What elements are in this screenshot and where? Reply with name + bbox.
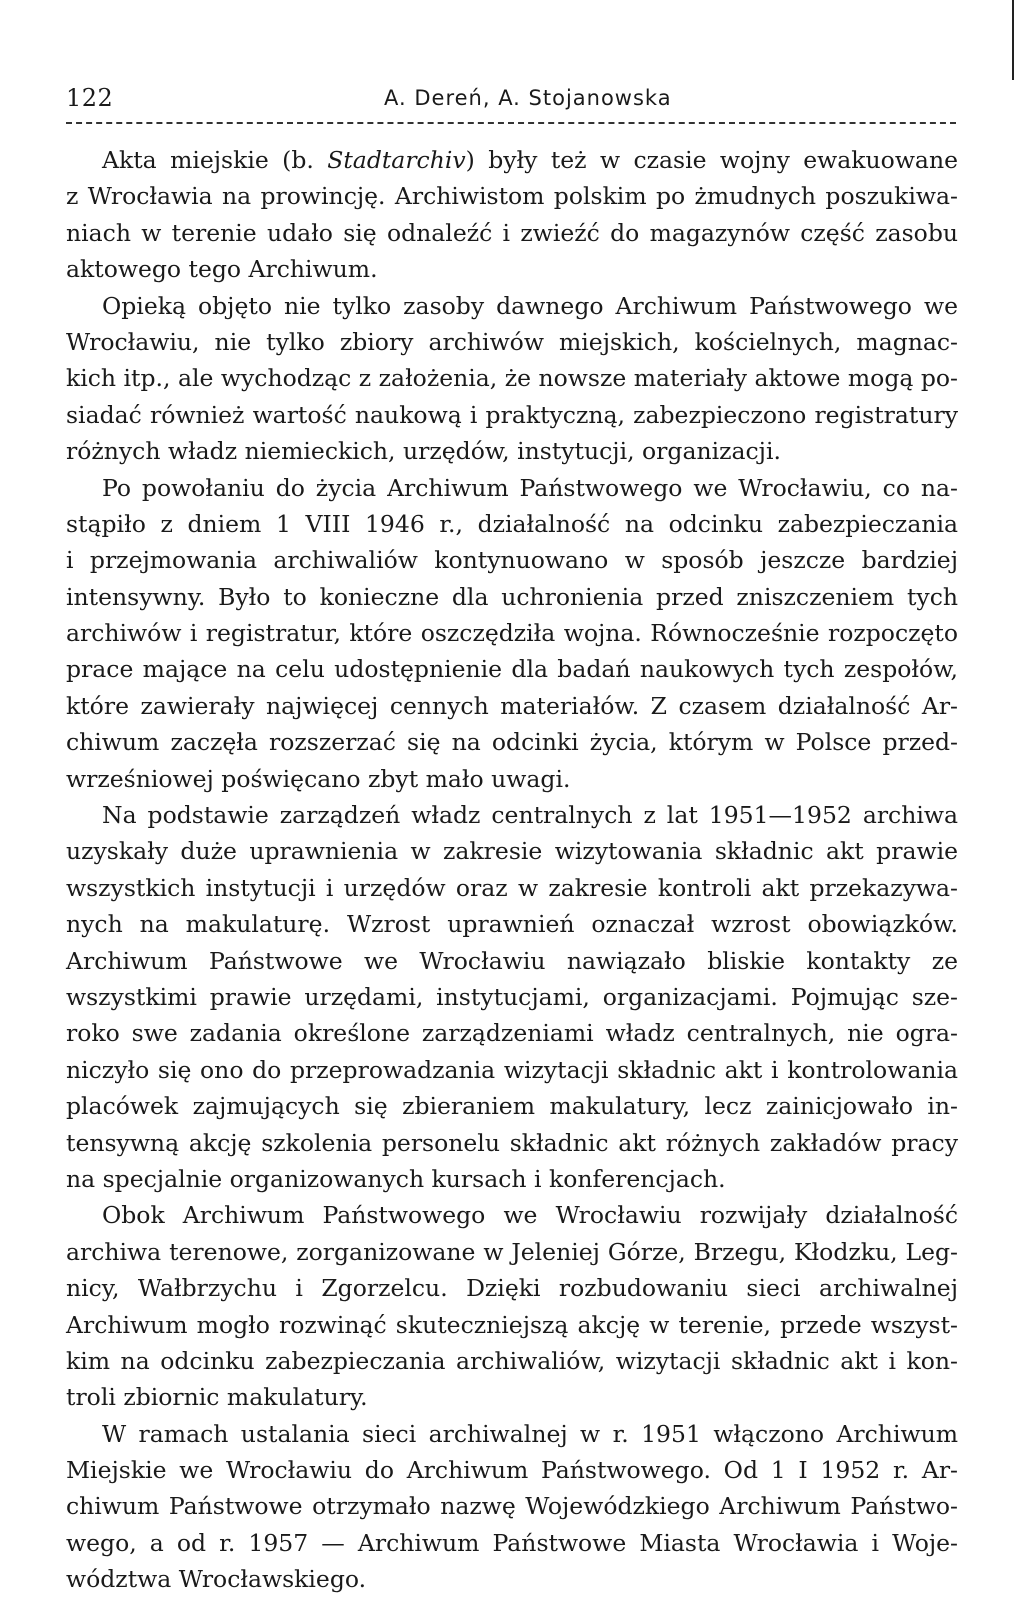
text-line: chiwum zaczęła rozszerzać się na odcinki życia, którym w Polsce przed- <box>66 728 958 757</box>
running-head: A. Dereń, A. Stojanowska <box>384 86 672 110</box>
text-line: nicy, Wałbrzychu i Zgorzelcu. Dzięki rozbudowaniu sieci archiwalnej <box>66 1274 958 1303</box>
italic-term: Stadtarchiv <box>327 146 466 174</box>
text-line: wego, a od r. 1957 — Archiwum Państwowe Miasta Wrocławia i Woje- <box>66 1528 958 1557</box>
text-line: wództwa Wrocławskiego. <box>66 1565 367 1594</box>
text-line: wrześniowej poświęcano zbyt mało uwagi. <box>66 764 571 793</box>
page-number: 122 <box>66 84 114 112</box>
text-line <box>66 142 958 178</box>
header-rule <box>66 122 956 124</box>
text-line: wszystkimi prawie urzędami, instytucjami, organizacjami. Pojmując sze- <box>66 982 958 1011</box>
paragraph <box>66 797 958 1197</box>
text-line: wszystkich instytucji i urzędów oraz w zakresie kontroli akt przekazywa- <box>66 873 958 902</box>
text-line: Obok Archiwum Państwowego we Wrocławiu rozwijały działalność <box>102 1201 958 1230</box>
text-line: Archiwum Państwowe we Wrocławiu nawiązało bliskie kontakty ze <box>66 946 958 975</box>
text-line: Miejskie we Wrocławiu do Archiwum Państwowego. Od 1 I 1952 r. Ar- <box>66 1456 958 1485</box>
paragraph <box>66 470 958 798</box>
text-line: troli zbiornic makulatury. <box>66 1383 368 1412</box>
text-line: aktowego tego Archiwum. <box>66 255 378 284</box>
text-line: roko swe zadania określone zarządzeniami władz centralnych, nie ogra- <box>66 1019 958 1048</box>
text-line: Archiwum mogło rozwinąć skuteczniejszą akcję w terenie, przede wszyst- <box>66 1310 958 1339</box>
paragraph <box>66 142 958 288</box>
text-segment: ) były też w czasie wojny ewakuowane <box>465 146 958 174</box>
text-line: z Wrocławia na prowincję. Archiwistom polskim po żmudnych poszukiwa- <box>66 182 958 211</box>
text-line: uzyskały duże uprawnienia w zakresie wizytowania składnic akt prawie <box>66 837 958 866</box>
text-line: na specjalnie organizowanych kursach i konferencjach. <box>66 1164 726 1193</box>
text-line: tensywną akcję szkolenia personelu składnic akt różnych zakładów pracy <box>66 1128 958 1157</box>
text-line: nych na makulaturę. Wzrost uprawnień oznaczał wzrost obowiązków. <box>66 910 958 939</box>
text-line: różnych władz niemieckich, urzędów, instytucji, organizacji. <box>66 437 781 466</box>
text-line: W ramach ustalania sieci archiwalnej w r. 1951 włączono Archiwum <box>102 1419 958 1448</box>
text-line: archiwa terenowe, zorganizowane w Jeleniej Górze, Brzegu, Kłodzku, Leg- <box>66 1237 958 1266</box>
text-line: Po powołaniu do życia Archiwum Państwowego we Wrocławiu, co na- <box>102 473 958 502</box>
text-line: chiwum Państwowe otrzymało nazwę Wojewódzkiego Archiwum Państwo- <box>66 1492 958 1521</box>
text-line: intensywny. Było to konieczne dla uchronienia przed zniszczeniem tych <box>66 582 958 611</box>
text-line: niach w terenie udało się odnaleźć i zwieźć do magazynów część zasobu <box>66 218 958 247</box>
text-line: archiwów i registratur, które oszczędziła wojna. Równocześnie rozpoczęto <box>66 619 958 648</box>
text-line: Wrocławiu, nie tylko zbiory archiwów miejskich, kościelnych, magnac- <box>66 327 958 356</box>
body-text <box>66 142 958 1598</box>
page-header <box>66 84 956 120</box>
paragraph <box>66 1416 958 1598</box>
text-line: placówek zajmujących się zbieraniem makulatury, lecz zainicjowało in- <box>66 1092 958 1121</box>
text-segment: Akta miejskie (b. <box>102 146 328 174</box>
text-line: prace mające na celu udostępnienie dla badań naukowych tych zespołów, <box>66 655 958 684</box>
text-line: niczyło się ono do przeprowadzania wizytacji składnic akt i kontrolowania <box>66 1055 958 1084</box>
text-line: Opieką objęto nie tylko zasoby dawnego Archiwum Państwowego we <box>102 291 958 320</box>
scan-edge-mark <box>1012 0 1014 80</box>
text-line: stąpiło z dniem 1 VIII 1946 r., działalność na odcinku zabezpieczania <box>66 509 958 538</box>
text-line: i przejmowania archiwaliów kontynuowano w sposób jeszcze bardziej <box>66 546 958 575</box>
paragraph <box>66 1197 958 1415</box>
text-line: kim na odcinku zabezpieczania archiwaliów, wizytacji składnic akt i kon- <box>66 1346 958 1375</box>
text-line: Na podstawie zarządzeń władz centralnych z lat 1951—1952 archiwa <box>102 801 958 830</box>
paragraph <box>66 288 958 470</box>
text-line: siadać również wartość naukową i praktyczną, zabezpieczono registratury <box>66 400 958 429</box>
text-line: które zawierały najwięcej cennych materiałów. Z czasem działalność Ar- <box>66 691 958 720</box>
text-line: kich itp., ale wychodząc z założenia, że nowsze materiały aktowe mogą po- <box>66 364 958 393</box>
